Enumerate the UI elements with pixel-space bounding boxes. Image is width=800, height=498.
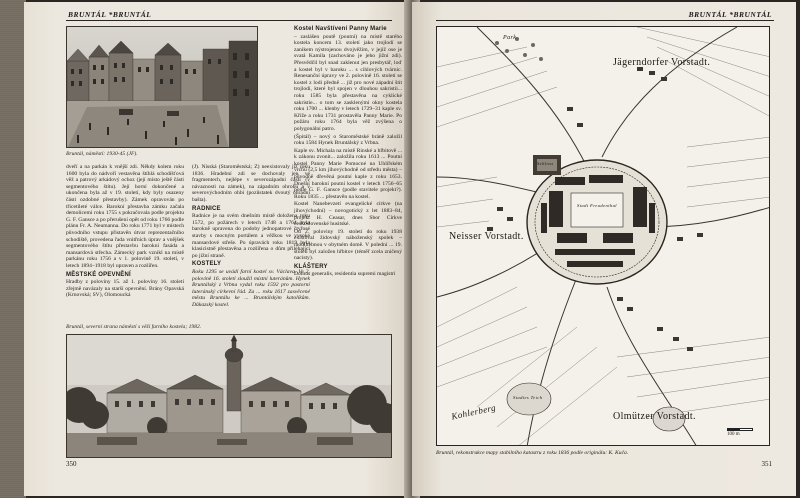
right-page-number: 351 <box>761 460 772 468</box>
map-label-olmuetzer: Olmützer Vorstadt. <box>613 411 696 422</box>
paragraph: dveří a na parkán k vnější zdi. Někdy kolem roku 1600 byla do nádvoří vestavěna štíhlá schodišťová věž a patrový arkádový ochoz (její místo ještě části segmentového štítu). Její horní dokončené a ukončena byla až v 19. století, kdy byly osazeny části ozdobné přestavby). Zámek opravován po třicetileté válce. Barokní přestavba zámku začala demolicemi roku 1755 s pokračovala podle projektu G. F. Gansce a po přerušení opět od roku 1766 podle plánu Fr. A. Neumanna. Do roku 1771 byl v místech původního vstupu přistavěn útvar reprezentačního schodiště, provedena řada vnitřních úprav a vnějšek segmentového štítu přestavbu barokní fasáda a mansardová střecha. Zámecký park vznikl na místě parkánu roku 1756 a v 1. polovině 19. století, v letech 1894–1918 byl upraven a rozšířen. <box>66 164 184 269</box>
top-photo-caption: Bruntál, náměstí: 1930-45 (JF). <box>66 151 138 157</box>
map-label-kohlerberg: Kohlerberg <box>450 402 497 422</box>
left-page-number: 350 <box>66 460 77 468</box>
north-side-square-photo <box>66 334 392 458</box>
paragraph: Domus generalis, residentia supremi magistri <box>294 271 396 278</box>
paragraph: Hradby z poloviny 15. až 1. poloviny 16. století zřejmě navázaly na starší opevnění. Brány Opavská (Krnovská; SV), Olomoucká <box>66 279 184 299</box>
paragraph: Kaple sv. Michala na místě Rinské a hřbitově ... k zákonu zvonit... založila roku 1613 ... Poutní kostel Panny Marie Pomocné na Uhlířském vrchu (2,5 km jihovýchodně od středu města) – původně dřevěná poutní kaple z roku 1653. Dnešní barokní poutní kostel v letech 1756–65 podle G. F. Gansce (podle stavitele projekt?). Roku 1835 ... přestavěn na kostel. <box>294 147 402 200</box>
map-label-castle: Schloss <box>537 161 554 166</box>
map-scale-bar <box>727 428 753 431</box>
map-caption: Bruntál, rekonstrukce mapy stabilního katastru z roku 1836 podle originálu: K. Kuča. <box>436 450 629 456</box>
map-label-pond: Stadtes Teich <box>513 395 543 400</box>
north-side-square-photo-image <box>67 335 392 458</box>
right-head-rule <box>436 20 774 21</box>
map-label-town: Stadt Freudenthal <box>577 203 617 208</box>
paragraph: – zaslášen poutě (poutní) na místě starého kostela koncem 13. století jako trojlodí se zanikem nýstrojenou dvojvěžím, v jejíž ose je svatá Kamila (zachováno je jeho jižní zdi). Přesvědčil byl snad zaklenut jen presbytář, loď a kostel byl v baroku ... s cihlových tvárnic. Renesanční úpravy ve 2. polovině 16. století se kostel z lodi předně ... již pro nové západní štít trojlodí, které byl spojen v dlouhou sakristii... roku 1585 byla přestavěna na cyklické sakristie... o tom se zasklenými okny kostela roku 1700 ... klenby v letech 1729–31 kaple sv. Kříže a roku 1731 prostavěla Panny Marie. Po požáru roku 1764 byla věž zvýšena o polygonální patro. <box>294 33 402 132</box>
map-label-park: Park <box>503 35 517 41</box>
left-head-rule <box>66 20 392 21</box>
page-edges <box>0 0 26 498</box>
map-scale-label: 100 m <box>727 432 740 437</box>
paragraph: (Špitál) – nový o Staroměstské bráně založil roku 1584 Hynek Bruntálský z Vrbna. <box>294 133 402 147</box>
section-heading-churches: KOSTELY <box>192 261 222 268</box>
left-column-1 <box>66 164 184 300</box>
map-scale <box>727 428 753 437</box>
bottom-photo-caption: Bruntál, severní strana náměstí s věží farního kostela; 1982. <box>66 324 202 330</box>
town-square-photo-image <box>67 27 258 148</box>
section-heading-church-visitation: Kostel Navštívení Panny Marie <box>294 26 387 32</box>
paragraph: Roku 1295 se uvádí farní kostel sv. Václava. Ve 2. polovině 16. století sloužil místní luteránům. Hynek Bruntálský z Vrbna vydal roku 1592 pro pastorní luteránský církevní řád. Za ... roku 1617 zasvěcené městu Bruntálu ke ... Bruntálským katolíkům. Důkazský kostel. <box>192 268 310 308</box>
left-column-2 <box>192 164 310 309</box>
left-column-3 <box>294 24 402 279</box>
paragraph: Od 2. poloviny 19. století do roku 1938 existoval židovský náboženský spolek – modlitebnou v obytném domě. V polední ... 19. století byl založen hřbitov (téměř zcela zničený nacisty). <box>294 228 402 262</box>
paragraph: Radnice je na svém dnešním místě doložena roku 1572, po požárech v letech 1748 a 1764 byla barokně upravena do podoby jednopatrové čtyřosé stavby s mocným portálem a věžkou ve vysoké mansardové střeše. Po úpravách roku 1819 byla klasicistně přestavěna a rozšířena o dům přiléhající po jižní straně. <box>192 213 310 259</box>
right-page <box>412 2 796 496</box>
paragraph: (J). Nisská (Staroměstská; Z) neexistovaly již roku 1836. Hradební zdi se dochovaly jen ve fragmentech, nejlépe v severozápadní části (v návaznosti na zámek), na západním ohrobu a v severovýchodním ohbí (pozůstatek dvoutý ohradní bašta). <box>192 164 310 203</box>
map-label-neisser: Neisser Vorstadt. <box>449 231 524 242</box>
section-heading-town-hall: RADNICE <box>192 205 221 212</box>
town-square-photo <box>66 26 258 148</box>
paragraph: Kostel Nanebevzetí evangelické církve (na jihovýchodní) – novogotický z let 1883–84, projekt H. Ceasar, dnes Sbor Církve československé husitské. <box>294 201 402 228</box>
right-running-head: BRUNTÁL *BRUNTÁL <box>688 10 772 19</box>
section-heading-monasteries: KLÁŠTERY <box>294 263 328 270</box>
left-running-head: BRUNTÁL *BRUNTÁL <box>68 10 152 19</box>
map-label-jaegerndorfer: Jägerndorfer Vorstadt. <box>613 57 711 68</box>
cadastral-map <box>436 26 770 446</box>
section-heading-fortification: MĚSTSKÉ OPEVNĚNÍ <box>66 271 131 278</box>
